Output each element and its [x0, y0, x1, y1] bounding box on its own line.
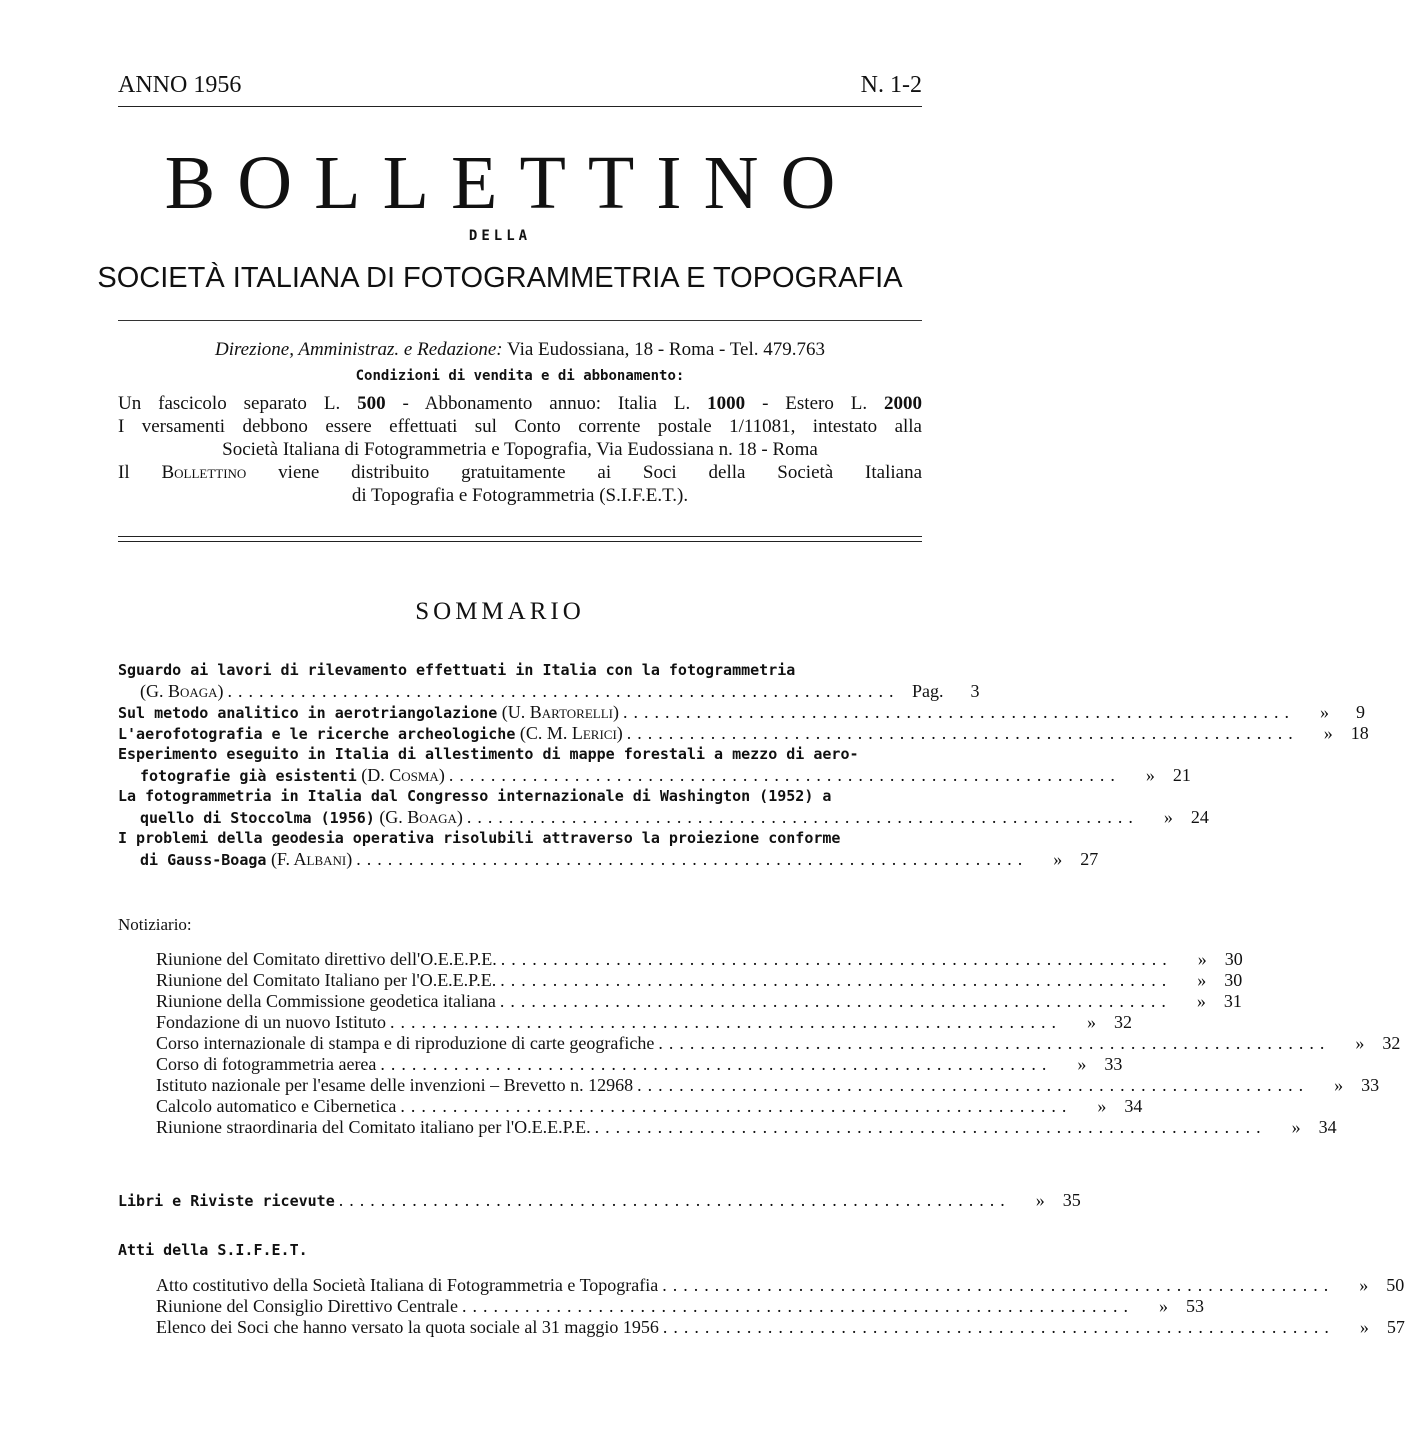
item-title: Atto costitutivo della Società Italiana di Fotogrammetria e Topografia [156, 1275, 659, 1295]
atti-item [118, 1275, 1405, 1296]
page-number: 30 [1224, 949, 1243, 969]
publication-info [118, 338, 922, 507]
article-entry [118, 744, 1191, 786]
item-title: Istituto nazionale per l'esame delle invenzioni – Brevetto n. 12968 [156, 1075, 634, 1095]
page-number: 33 [1361, 1075, 1380, 1095]
page-mark: » [1097, 1096, 1107, 1116]
leader-dots: ................................................................ [380, 1054, 1053, 1074]
price-single-label: Un fascicolo separato L. [118, 393, 341, 414]
item-title: Corso di fotogrammetria aerea [156, 1054, 377, 1074]
article-title: Sul metodo analitico in aerotriangolazione [118, 704, 498, 722]
prices-line [118, 392, 922, 415]
sommario-heading: SOMMARIO [415, 598, 585, 625]
direzione-value: Via Eudossiana, 18 - Roma - Tel. 479.763 [507, 339, 826, 360]
article-title-line2: di Gauss-Boaga [140, 851, 267, 869]
atti-section [118, 1240, 1405, 1338]
title-della: DELLA [468, 228, 532, 244]
payment-line-2: Società Italiana di Fotogrammetria e Topografia, Via Eudossiana n. 18 - Roma [222, 439, 818, 460]
article-title: La fotogrammetria in Italia dal Congresso internazionale di Washington (1952) a [118, 787, 832, 805]
item-title: Riunione straordinaria del Comitato italiano per l'O.E.E.P.E. [156, 1117, 591, 1137]
leader-dots: ................................................................ [400, 1096, 1073, 1116]
year-label: ANNO 1956 [118, 72, 242, 98]
notiziario-heading: Notiziario: [118, 915, 192, 934]
page-number: 34 [1318, 1117, 1337, 1137]
leader-dots: ................................................................ [227, 681, 900, 701]
article-author-line [118, 681, 980, 702]
page-mark: » [1158, 1296, 1168, 1316]
item-title: Corso internazionale di stampa e di riproduzione di carte geografiche [156, 1033, 655, 1053]
article-title-line2: fotografie già esistenti [140, 767, 357, 785]
page-number: 34 [1124, 1096, 1143, 1116]
article-title-cont [118, 849, 1099, 870]
notiziario-item [118, 1117, 1337, 1138]
page-mark: » [1053, 849, 1063, 869]
libri-entry [118, 1190, 1081, 1211]
header-rule [118, 106, 922, 107]
notiziario-item [118, 949, 1243, 970]
article-title: I problemi della geodesia operativa risolubili attraverso la proiezione conforme [118, 829, 841, 847]
item-title: Fondazione di un nuovo Istituto [156, 1012, 386, 1032]
leader-dots: ................................................................ [662, 1317, 1335, 1337]
masthead-row [118, 72, 922, 99]
article-title-line2: quello di Stoccolma (1956) [140, 809, 375, 827]
leader-dots: ................................................................ [658, 1033, 1331, 1053]
page-mark: » [1323, 723, 1333, 743]
item-title: Riunione del Comitato Italiano per l'O.E.E.P.E. [156, 970, 497, 990]
notiziario-item [118, 1012, 1132, 1033]
article-title-cont [118, 765, 1191, 786]
article-entry [118, 702, 1365, 723]
article-title-cont [118, 807, 1209, 828]
price-italy: 1000 [707, 393, 746, 414]
page-mark: » [1163, 807, 1173, 827]
page-mark: » [1197, 949, 1207, 969]
leader-dots: ................................................................ [594, 1117, 1267, 1137]
page-number: 3 [970, 681, 980, 701]
notiziario-item [118, 970, 1243, 991]
article-author: (C. M. Lerici) [519, 723, 623, 743]
page-number: 18 [1350, 723, 1369, 743]
article-author: (G. Boaga) [140, 681, 224, 701]
item-title: Calcolo automatico e Cibernetica [156, 1096, 397, 1116]
leader-dots: ................................................................ [466, 807, 1139, 827]
page-number: 50 [1386, 1275, 1405, 1295]
atti-item [118, 1317, 1405, 1338]
atti-item [118, 1296, 1204, 1317]
article-author: (F. Albani) [270, 849, 353, 869]
item-title: Riunione del Comitato direttivo dell'O.E.E.P.E. [156, 949, 497, 969]
page-mark: » [1145, 765, 1155, 785]
article-entry [118, 828, 1099, 870]
item-title: Elenco dei Soci che hanno versato la quota sociale al 31 maggio 1956 [156, 1317, 659, 1337]
leader-dots: ................................................................ [626, 723, 1299, 743]
article-title: L'aerofotografia e le ricerche archeologiche [118, 725, 516, 743]
page-number: 21 [1172, 765, 1191, 785]
page-number: 30 [1224, 970, 1243, 990]
notiziario-item [118, 1054, 1123, 1075]
page-number: 57 [1386, 1317, 1405, 1337]
article-author: (U. Bartorelli) [501, 702, 619, 722]
notiziario-item [118, 991, 1242, 1012]
divider-top [118, 320, 922, 321]
distribution-text: viene distribuito gratuitamente ai Soci della Società Italiana [278, 462, 923, 483]
page-number: 32 [1382, 1033, 1401, 1053]
page-mark: » [1355, 1033, 1365, 1053]
page-mark: » [1077, 1054, 1087, 1074]
leader-dots: ................................................................ [499, 991, 1172, 1011]
payment-line-1: I versamenti debbono essere effettuati sul Conto corrente postale 1/11081, intestato alla [118, 416, 922, 437]
conditions-heading: Condizioni di vendita e di abbonamento: [355, 368, 685, 384]
price-abroad: 2000 [884, 393, 923, 414]
leader-dots: ................................................................ [500, 949, 1173, 969]
article-entry [118, 723, 1369, 744]
price-single: 500 [357, 393, 386, 414]
libri-title: Libri e Riviste ricevute [118, 1192, 335, 1210]
notiziario-item [118, 1033, 1401, 1054]
distribution-bollettino: Bollettino [161, 462, 247, 483]
article-author: (G. Boaga) [379, 807, 463, 827]
direzione-line [118, 338, 922, 361]
page-mark: » [1359, 1275, 1369, 1295]
page-number: 31 [1223, 991, 1242, 1011]
libri-section [118, 1190, 1081, 1211]
item-title: Riunione della Commissione geodetica italiana [156, 991, 496, 1011]
page-number: 53 [1185, 1296, 1204, 1316]
leader-dots: ................................................................ [637, 1075, 1310, 1095]
notiziario-section [118, 914, 1401, 1138]
leader-dots: ................................................................ [662, 1275, 1335, 1295]
article-entry [118, 660, 980, 702]
society-name: SOCIETÀ ITALIANA DI FOTOGRAMMETRIA E TOPOGRAFIA [97, 262, 903, 294]
leader-dots: ................................................................ [500, 970, 1173, 990]
page-number: 27 [1080, 849, 1099, 869]
page-mark: Pag. [912, 681, 944, 701]
leader-dots: ................................................................ [623, 702, 1295, 722]
leader-dots: ................................................................ [338, 1190, 1011, 1210]
page-mark: » [1359, 1317, 1369, 1337]
page-mark: » [1197, 970, 1207, 990]
page-mark: » [1086, 1012, 1096, 1032]
distribution-line-1 [118, 461, 922, 484]
page-number: 24 [1190, 807, 1209, 827]
article-title: Esperimento eseguito in Italia di allestimento di mappe forestali a mezzo di aero- [118, 745, 859, 763]
page-mark: » [1334, 1075, 1344, 1095]
articles-list [118, 660, 1369, 870]
article-entry [118, 786, 1209, 828]
leader-dots: ................................................................ [389, 1012, 1062, 1032]
notiziario-item [118, 1096, 1143, 1117]
page-number: 32 [1113, 1012, 1132, 1032]
leader-dots: ................................................................ [461, 1296, 1134, 1316]
page-mark: » [1291, 1117, 1301, 1137]
article-author: (D. Cosma) [361, 765, 445, 785]
direzione-label: Direzione, Amministraz. e Redazione: [214, 339, 503, 360]
page-mark: » [1320, 702, 1329, 722]
article-title: Sguardo ai lavori di rilevamento effettuati in Italia con la fotogrammetria [118, 661, 796, 679]
page-mark: » [1035, 1190, 1045, 1210]
item-title: Riunione del Consiglio Direttivo Centrale [156, 1296, 458, 1316]
page-number: 33 [1104, 1054, 1123, 1074]
price-abroad-label: - Estero L. [762, 393, 868, 414]
leader-dots: ................................................................ [448, 765, 1121, 785]
leader-dots: ................................................................ [356, 849, 1029, 869]
page-number: 35 [1062, 1190, 1081, 1210]
issue-number: N. 1-2 [860, 72, 922, 98]
distribution-line-2: di Topografia e Fotogrammetria (S.I.F.E.T.). [351, 485, 689, 506]
page-number: 9 [1356, 702, 1365, 722]
page-title: BOLLETTINO [164, 141, 858, 225]
price-italy-label: - Abbonamento annuo: Italia L. [402, 393, 691, 414]
atti-heading: Atti della S.I.F.E.T. [118, 1241, 308, 1259]
notiziario-item [118, 1075, 1380, 1096]
page-mark: » [1196, 991, 1206, 1011]
divider-double [118, 536, 922, 542]
distribution-il: Il [118, 462, 130, 483]
